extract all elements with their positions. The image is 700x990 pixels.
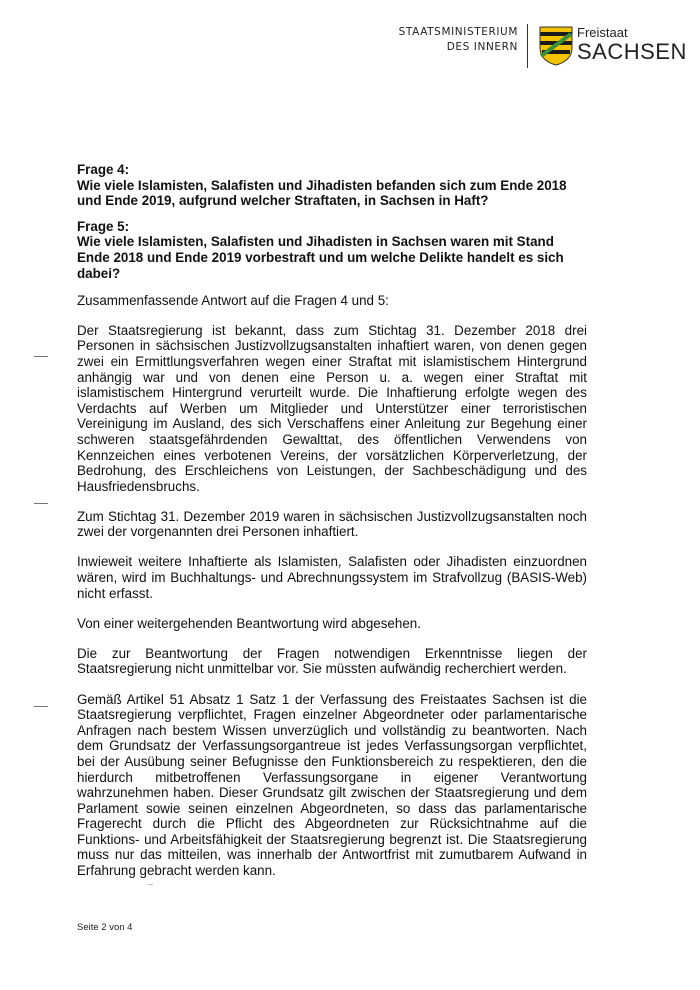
document-body [77, 162, 587, 893]
paragraph-5: Die zur Beantwortung der Fragen notwendigen Erkenntnisse liegen der Staatsregierung nicht unmittelbar vor. Sie müssten aufwändig recherchiert werden. [77, 645, 587, 677]
paragraph-2: Zum Stichtag 31. Dezember 2019 waren in sächsischen Justizvollzugsanstalten noch zwei der vorgenannten drei Personen inhaftiert. [77, 508, 587, 540]
brand-sachsen: SACHSEN [577, 39, 687, 64]
scan-speck [148, 884, 153, 885]
question-4 [77, 162, 587, 209]
paragraph-3: Inwieweit weitere Inhaftierte als Islamisten, Salafisten oder Jihadisten einzuordnen wären, wird im Buchhaltungs- und Abrechnungssystem im Strafvollzug (BASIS-Web) nicht erfasst. [77, 554, 587, 601]
brand-freistaat: Freistaat [577, 25, 628, 40]
fold-mark-1 [34, 356, 48, 357]
paragraph-1: Der Staatsregierung ist bekannt, dass zum Stichtag 31. Dezember 2018 drei Personen in sächsischen Justizvollzugsanstalten inhaftiert waren, von denen gegen zwei ein Ermittlungsverfahren wegen einer Straftat mit islamistischem Hintergrund anhängig war und von denen eine Person u. a. wegen einer Straftat mit islamistischem Hintergrund verurteilt wurde. Die Inhaftierung erfolgte wegen des Verdachts auf Werben um Mitglieder und Unterstützer einer terroristischen Vereinigung im Ausland, des sich Verschaffens einer Anleitung zur Begehung einer schweren staatsgefährdenden Gewalttat, des öffentlichen Verwendens von Kennzeichen eines verbotenen Vereins, der vorsätzlichen Körperverletzung, der Bedrohung, des Erschleichens von Leistungen, der Sachbeschädigung und des Hausfriedensbruchs. [77, 322, 587, 494]
page-number: Seite 2 von 4 [77, 922, 133, 933]
question-5-label: Frage 5: [77, 218, 130, 234]
question-4-text: Wie viele Islamisten, Salafisten und Jihadisten befanden sich zum Ende 2018 und Ende 2019, aufgrund welcher Straftaten, in Sachsen in Haft? [77, 177, 567, 209]
answer-intro: Zusammenfassende Antwort auf die Fragen 4 und 5: [77, 293, 389, 309]
ministry-name [399, 25, 518, 55]
question-4-label: Frage 4: [77, 162, 130, 177]
saxony-crest-icon [539, 26, 573, 66]
question-5 [77, 219, 587, 281]
fold-mark-2 [34, 503, 48, 504]
paragraph-6: Gemäß Artikel 51 Absatz 1 Satz 1 der Verfassung des Freistaates Sachsen ist die Staatsregierung verpflichtet, Fragen einzelner Abgeordneter oder parlamentarische Anfragen nach bestem Wissen unverzüglich und vollständig zu beantworten. Nach dem Grundsatz der Verfassungsorgantreue ist jedes Verfassungsorgan verpflichtet, bei der Ausübung seiner Befugnisse den Funktionsbereich zu respektieren, den die hierdurch mitbetroffenen Verfassungsorgane in eigener Verantwortung wahrzunehmen haben. Dieser Grundsatz gilt zwischen der Staatsregierung und dem Parlament sowie seinen einzelnen Abgeordneten, so dass das parlamentarische Fragerecht durch die Pflicht des Abgeordneten zur Rücksichtnahme auf die Funktions- und Arbeitsfähigkeit der Staatsregierung begrenzt ist. Die Staatsregierung muss nur das mitteilen, was innerhalb der Antwortfrist mit zumutbarem Aufwand in Erfahrung gebracht werden kann. [77, 691, 587, 879]
fold-mark-3 [34, 706, 48, 707]
ministry-line-2: DES INNERN [446, 41, 518, 53]
state-brand [577, 26, 687, 64]
letterhead-divider [527, 24, 528, 68]
question-5-text: Wie viele Islamisten, Salafisten und Jihadisten in Sachsen waren mit Stand Ende 2018 und Ende 2019 vorbestraft und um welche Delikte handelt es sich dabei? [77, 234, 564, 281]
ministry-line-1: STAATSMINISTERIUM [398, 26, 518, 38]
letterhead [0, 18, 700, 78]
paragraph-4: Von einer weitergehenden Beantwortung wird abgesehen. [77, 615, 421, 631]
